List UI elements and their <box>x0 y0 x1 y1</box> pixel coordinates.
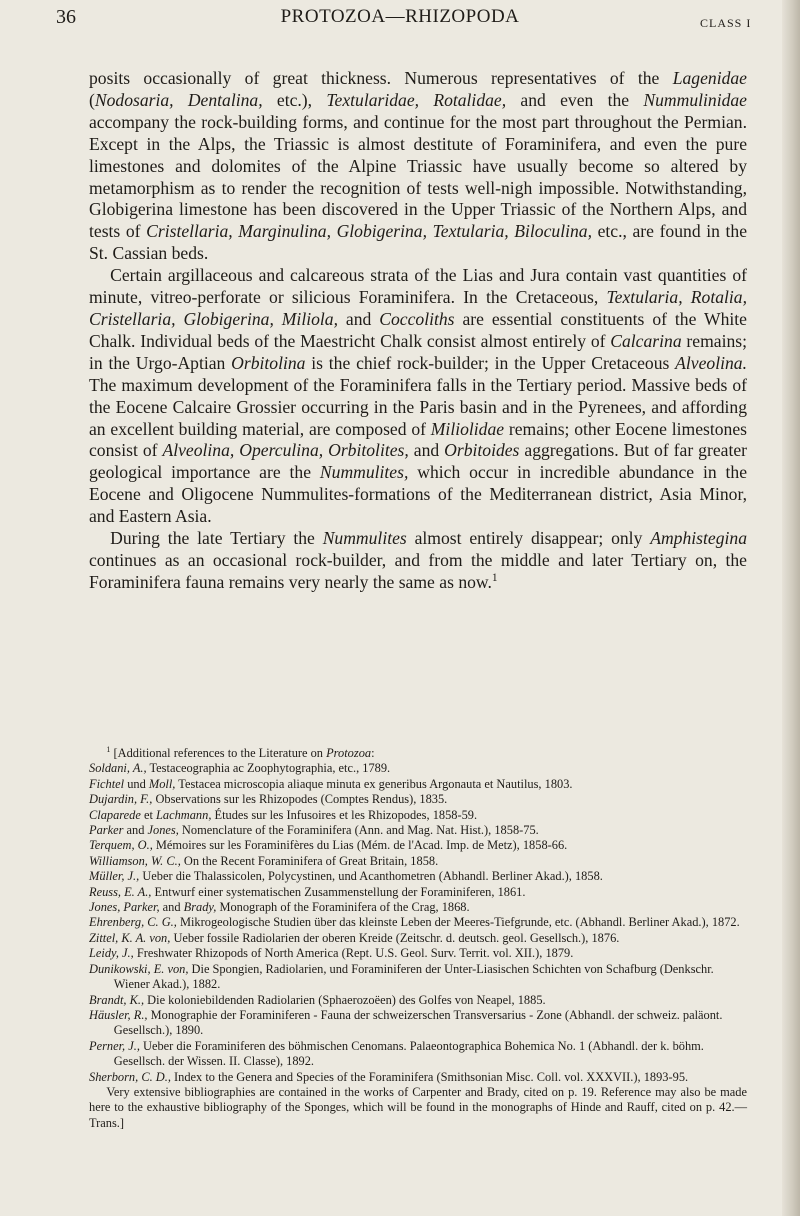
italic-text: Brady, <box>183 900 217 915</box>
italic-text: Nummulites, <box>319 462 409 483</box>
reference-entry <box>89 792 747 807</box>
italic-text: Protozoa <box>326 746 372 760</box>
italic-text: Cristellaria, Marginulina, Globigerina, Textularia, Biloculina, <box>146 221 592 242</box>
reference-entry <box>89 838 747 853</box>
text-run: : <box>371 746 375 760</box>
italic-text: Orbitolina <box>231 352 306 373</box>
footnote-marker: 1 <box>491 571 498 584</box>
text-run: The maximum development of the Foraminifera falls in the Tertiary period. Massive beds of the Eocene Calcaire Grossier occurring in the Paris basin and in the Pyrenees, and affording an excellent building material, are composed of <box>89 374 747 439</box>
italic-text: Dunikowski, E. von, <box>89 961 189 976</box>
text-run: Ueber die Thalassicolen, Polycystinen, und Acanthometren (Abhandl. Berliner Akad.), 1858. <box>139 869 603 884</box>
text-run: is the chief rock-builder; in the Upper Cretaceous <box>305 352 676 373</box>
text-run: accompany the rock-building forms, and continue for the most part throughout the Permian. Except in the Alps, the Triassic is almost destitute of Foraminifera, and even the pure limestones and dolomites of the Alpine Triassic have usually become so altered by metamorphism as to render the recognition of tests well-nigh impossible. Notwithstanding, Globigerina limestone has been discovered in the Upper Triassic of the Northern Alps, and tests of <box>89 111 747 242</box>
footnote-intro <box>89 746 747 761</box>
italic-text: Lachmann, <box>156 807 212 822</box>
reference-entry <box>89 993 747 1008</box>
reference-entry <box>89 869 747 884</box>
italic-text: Perner, J., <box>89 1038 140 1053</box>
text-run: continues as an occasional rock-builder, and from the middle and later Tertiary on, the Foraminifera fauna remains very nearly the same as now. <box>89 549 747 592</box>
text-run: Ueber die Foraminiferen des böhmischen Cenomans. Palaeontographica Bohemica No. 1 (Abhandl. der k. böhm. Gesellsch. der Wissen. II. Classe), 1892. <box>113 1038 704 1069</box>
reference-entry <box>89 1039 747 1070</box>
text-run: During the late Tertiary the <box>110 528 323 549</box>
italic-text: Lagenidae <box>672 68 747 88</box>
paragraph-1 <box>89 68 747 265</box>
text-run: und <box>124 776 149 791</box>
text-run: and even the <box>506 89 644 110</box>
italic-text: Textularidae, Rotalidae, <box>326 89 507 110</box>
italic-text: Orbitoides <box>444 440 520 461</box>
italic-text: Amphistegina <box>650 528 747 549</box>
text-run: Études sur les Infusoires et les Rhizopodes, 1858-59. <box>211 807 478 822</box>
text-run: posits occasionally of great thickness. Numerous representatives of the <box>89 68 673 88</box>
text-run: ( <box>89 89 95 110</box>
reference-entry <box>89 1070 747 1085</box>
page-edge <box>782 0 800 1216</box>
footnote-marker: 1 <box>106 744 111 754</box>
italic-text: Parker <box>89 823 124 838</box>
text-run: Die koloniebildenden Radiolarien (Sphaerozoëen) des Golfes von Neapel, 1885. <box>144 992 546 1007</box>
reference-entry <box>89 808 747 823</box>
text-run: and <box>123 823 148 838</box>
text-run: Certain argillaceous and calcareous strata of the Lias and Jura contain vast quantities of minute, vitreo-perforate or silicious Foraminifera. In the Cretaceous, <box>89 265 747 308</box>
text-run: Testaceographia ac Zoophytographia, etc., 1789. <box>146 761 391 776</box>
italic-text: Calcarina <box>610 330 682 351</box>
text-run: etc., are found in the St. Cassian beds. <box>89 221 748 264</box>
text-run: Mikrogeologische Studien über das kleinste Leben der Meeres-Tiefgrunde, etc. (Abhandl. Berliner Akad.), 1872. <box>176 915 740 930</box>
paragraph-2 <box>89 265 747 528</box>
text-run: and <box>159 900 184 915</box>
reference-entry <box>89 900 747 915</box>
italic-text: Soldani, A., <box>89 761 147 776</box>
running-title: PROTOZOA—RHIZOPODA <box>280 6 520 27</box>
italic-text: Jones, <box>147 823 179 838</box>
text-run: almost entirely disappear; only <box>406 528 651 549</box>
reference-entry <box>89 854 747 869</box>
text-run: which occur in incredible abundance in the Eocene and Oligocene Nummulites-formations of the Mediterranean district, Asia Minor, and Eastern Asia. <box>89 462 748 527</box>
running-head <box>0 6 800 34</box>
reference-entry <box>89 962 747 993</box>
italic-text: Moll, <box>148 776 176 791</box>
text-run: [Additional references to the Literature on <box>110 746 327 760</box>
reference-entry <box>89 915 747 930</box>
reference-entry <box>89 761 747 776</box>
italic-text: Miliolidae <box>430 418 505 439</box>
text-run: Mémoires sur les Foraminifères du Lias (Mém. de l'Acad. Imp. de Metz), 1858-66. <box>152 838 568 853</box>
text-run: Entwurf einer systematischen Zusammenstellung der Foraminiferen, 1861. <box>151 884 526 899</box>
italic-text: Nodosaria, Dentalina, <box>94 89 263 110</box>
italic-text: Williamson, W. C., <box>89 853 181 868</box>
text-run: Very extensive bibliographies are contained in the works of Carpenter and Brady, cited on p. 19. Reference may also be made here to the exhaustive bibliography of the Sponges, which will be found in the monographs of Hinde and Rauff, cited on p. 42.—Trans.] <box>89 1084 747 1130</box>
text-run: Freshwater Rhizopods of North America (Rept. U.S. Geol. Surv. Territ. vol. XII.), 1879. <box>133 946 574 961</box>
italic-text: Coccoliths <box>379 308 455 329</box>
text-run: et <box>140 807 156 822</box>
text-run: aggregations. But of far greater geological importance are the <box>89 440 748 483</box>
italic-text: Reuss, E. A., <box>89 884 152 899</box>
italic-text: Terquem, O., <box>89 838 153 853</box>
italic-text: Sherborn, C. D., <box>89 1069 171 1084</box>
footnote-closing <box>89 1085 747 1131</box>
italic-text: Jones, Parker, <box>89 900 160 915</box>
reference-entry <box>89 823 747 838</box>
reference-entry <box>89 1008 747 1039</box>
italic-text: Nummulites <box>322 528 407 549</box>
italic-text: Claparede <box>89 807 141 822</box>
class-mark: CLASS I <box>700 16 752 30</box>
italic-text: Textularia, Rotalia, Cristellaria, Globigerina, Miliola, <box>89 287 748 329</box>
italic-text: Nummulinidae <box>643 89 747 110</box>
italic-text: Häusler, R., <box>89 1007 148 1022</box>
paragraph-3 <box>89 528 747 594</box>
text-run: and <box>337 308 380 329</box>
italic-text: Ehrenberg, C. G., <box>89 915 177 930</box>
italic-text: Dujardin, F., <box>89 792 153 807</box>
italic-text: Alveolina, Operculina, Orbitolites, <box>162 440 409 461</box>
body-text <box>89 68 747 594</box>
text-run: Monograph of the Foraminifera of the Crag, 1868. <box>216 900 470 915</box>
italic-text: Alveolina. <box>675 352 747 373</box>
italic-text: Leidy, J., <box>89 946 134 961</box>
italic-text: Müller, J., <box>89 869 140 884</box>
text-run: and <box>408 440 445 461</box>
reference-entry <box>89 931 747 946</box>
text-run: etc.), <box>262 89 327 110</box>
text-run: Ueber fossile Radiolarien der oberen Kreide (Zeitschr. d. deutsch. geol. Gesellsch.), 1876. <box>170 930 620 945</box>
text-run: are essential constituents of the White Chalk. Individual beds of the Maestricht Chalk consist almost entirely of <box>89 308 747 351</box>
reference-entry <box>89 885 747 900</box>
italic-text: Brandt, K., <box>89 992 145 1007</box>
reference-list <box>89 761 747 1085</box>
text-run: remains; other Eocene limestones consist of <box>89 418 747 461</box>
text-run: Nomenclature of the Foraminifera (Ann. and Mag. Nat. Hist.), 1858-75. <box>178 823 539 838</box>
text-run: Observations sur les Rhizopodes (Comptes Rendus), 1835. <box>152 792 448 807</box>
text-run: Monographie der Foraminiferen - Fauna der schweizerschen Transversarius - Zone (Abhandl. der schweiz. paläont. Gesellsch.), 1890. <box>113 1007 723 1038</box>
italic-text: Fichtel <box>89 776 125 791</box>
text-run: On the Recent Foraminifera of Great Britain, 1858. <box>180 853 439 868</box>
text-run: Die Spongien, Radiolarien, und Foraminiferen der Unter-Liasischen Schichten von Schafburg (Denkschr. Wiener Akad.), 1882. <box>113 961 714 992</box>
reference-entry <box>89 777 747 792</box>
text-run: Index to the Genera and Species of the Foraminifera (Smithsonian Misc. Coll. vol. XXXVII.), 1893-95. <box>170 1069 689 1084</box>
reference-entry <box>89 946 747 961</box>
italic-text: Zittel, K. A. von, <box>89 930 171 945</box>
page-number: 36 <box>56 6 76 28</box>
footnotes <box>89 746 747 1131</box>
text-run: remains; in the Urgo-Aptian <box>89 330 747 373</box>
text-run: Testacea microscopia aliaque minuta ex generibus Argonauta et Nautilus, 1803. <box>175 776 573 791</box>
